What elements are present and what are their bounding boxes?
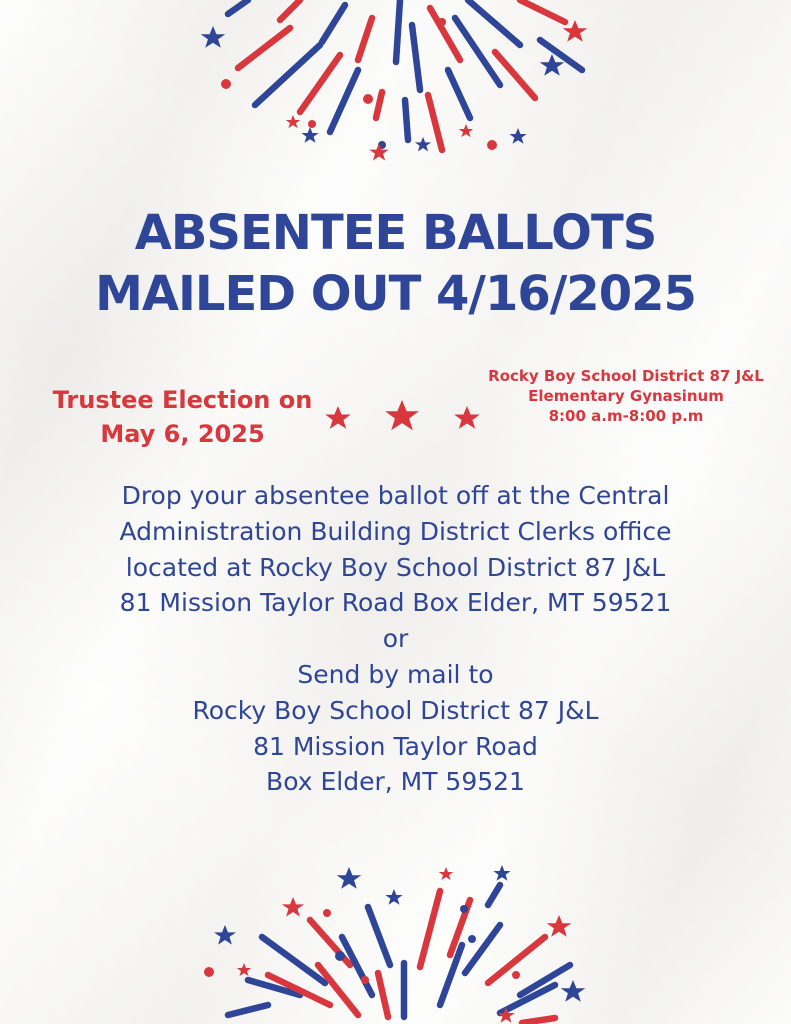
instruction-line: Send by mail to: [297, 659, 494, 689]
instruction-line: or: [382, 624, 409, 654]
instruction-line: Administration Building District Clerks office: [119, 516, 672, 546]
trustee-election-date: [30, 383, 335, 451]
star-icon: [325, 406, 351, 429]
headline-line-2: MAILED OUT 4/16/2025: [95, 266, 696, 322]
stars-decoration: [318, 398, 488, 440]
trustee-line-1: Trustee Election on: [52, 386, 313, 414]
instruction-line: Box Elder, MT 59521: [266, 767, 525, 797]
location-line-2: Elementary Gynasinum: [528, 387, 724, 405]
location-hours: 8:00 a.m-8:00 p.m: [548, 407, 704, 425]
fireworks-top-icon: [0, 0, 791, 170]
trustee-line-2: May 6, 2025: [100, 420, 265, 448]
location-line-1: Rocky Boy School District 87 J&L: [488, 367, 764, 385]
instruction-line: 81 Mission Taylor Road: [253, 731, 538, 761]
star-icon: [385, 400, 419, 430]
polling-location: [466, 366, 786, 426]
instruction-line: Rocky Boy School District 87 J&L: [192, 695, 599, 725]
fireworks-bottom-icon: [0, 855, 791, 1024]
instruction-line: 81 Mission Taylor Road Box Elder, MT 59521: [119, 588, 672, 618]
ballot-instructions: [0, 478, 791, 800]
headline-line-1: ABSENTEE BALLOTS: [134, 205, 657, 261]
instruction-line: located at Rocky Boy School District 87 J&L: [125, 552, 666, 582]
instruction-line: Drop your absentee ballot off at the Central: [121, 481, 670, 510]
